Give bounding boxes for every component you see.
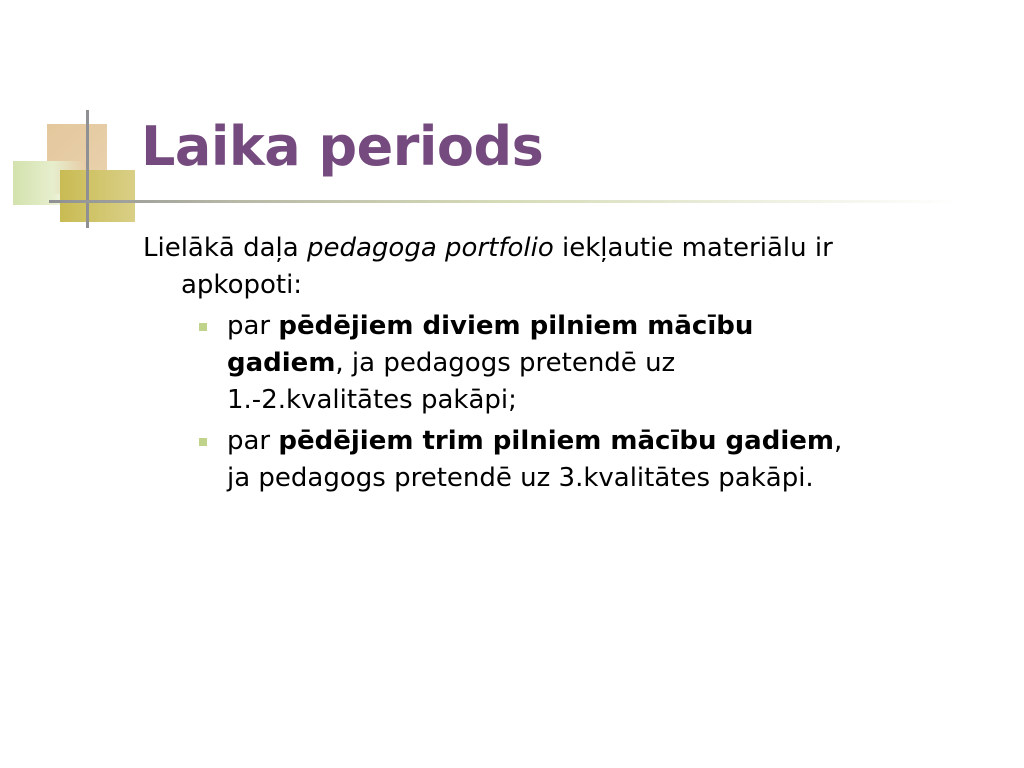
intro-text-end: iekļautie materiālu ir apkopoti: [181,233,833,300]
bullet-emphasis: pēdējiem diviem pilniem mācību gadiem [227,311,754,378]
square-bullet-icon [199,323,207,331]
bullet-prefix: par [227,426,279,456]
slide-title: Laika periods [141,115,544,178]
decorative-square-olive [60,170,135,222]
bullet-suffix: , ja pedagogs pretendē uz 3.kvalitātes pakāpi. [227,426,843,493]
bullet-prefix: par [227,311,279,341]
bullet-suffix: , ja pedagogs pretendē uz 1.-2.kvalitātes pakāpi; [227,348,676,415]
intro-italic-term: pedagoga portfolio [306,233,554,263]
bullet-list [143,308,863,497]
intro-text-start: Lielākā daļa [143,233,307,263]
bullet-item [227,308,863,419]
bullet-item [227,423,863,497]
slide-body [143,230,863,501]
decorative-vertical-line [86,110,89,228]
square-bullet-icon [199,438,207,446]
intro-paragraph [143,230,863,304]
bullet-emphasis: pēdējiem trim pilniem mācību gadiem [278,426,834,456]
title-underline-rule [49,200,959,203]
